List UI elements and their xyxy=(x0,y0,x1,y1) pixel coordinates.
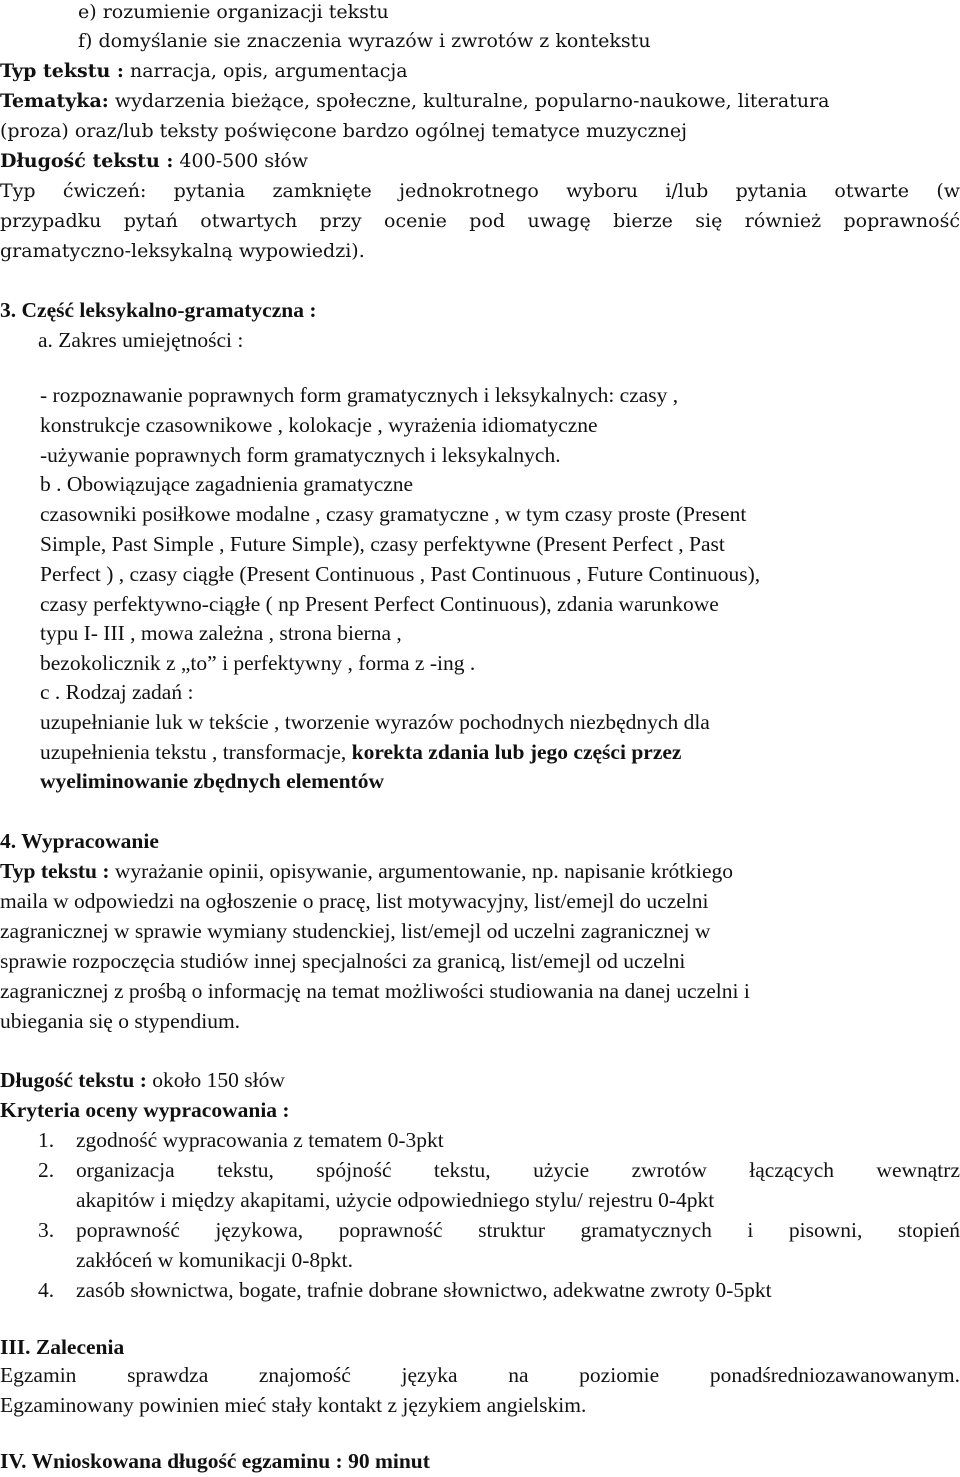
wyp-typ-line-2: maila w odpowiedzi na ogłoszenie o pracę, list motywacyjny, list/emejl do uczelni xyxy=(0,889,709,913)
rodzaj-zadan-line-2 xyxy=(40,737,681,767)
typ-tekstu-line xyxy=(0,56,408,86)
zagadnienia-line-2: Simple, Past Simple , Future Simple), czasy perfektywne (Present Perfect , Past xyxy=(40,532,725,556)
wyp-dlugosc-label: Długość tekstu : xyxy=(0,1068,147,1092)
zalecenia-heading: III. Zalecenia xyxy=(0,1335,125,1359)
zagadnienia-line-6: bezokolicznik z „to” i perfektywny , forma z -ing . xyxy=(40,651,476,675)
rodzaj-zadan-line-1: uzupełnianie luk w tekście , tworzenie wyrazów pochodnych niezbędnych dla xyxy=(40,710,710,734)
rodzaj-zadan-line-2-normal: uzupełnienia tekstu , transformacje, xyxy=(40,740,352,764)
wyp-typ-line-5: zagranicznej z prośbą o informację na temat możliwości studiowania na danej uczelni i xyxy=(0,979,750,1003)
tematyka-line-2: (proza) oraz/lub teksty poświęcone bardzo ogólnej tematyce muzycznej xyxy=(0,120,688,142)
typ-tekstu-label: Typ tekstu : xyxy=(0,60,124,82)
criterion-3-line-1: poprawność językowa, poprawność struktur gramatycznych i pisowni, stopień xyxy=(76,1218,960,1242)
zagadnienia-line-3: Perfect ) , czasy ciągłe (Present Continuous , Past Continuous , Future Continuous), xyxy=(40,562,761,586)
zagadnienia-line-4: czasy perfektywno-ciągłe ( np Present Perfect Continuous), zdania warunkowe xyxy=(40,592,719,616)
zagadnienia-heading: b . Obowiązujące zagadnienia gramatyczne xyxy=(40,472,414,496)
zakres-line-1: - rozpoznawanie poprawnych form gramatycznych i leksykalnych: czasy , xyxy=(40,383,679,407)
tematyka-value: wydarzenia bieżące, społeczne, kulturalne, popularno-naukowe, literatura xyxy=(108,90,830,112)
wyp-typ-label: Typ tekstu : xyxy=(0,859,110,883)
wyp-typ-value: wyrażanie opinii, opisywanie, argumentowanie, np. napisanie krótkiego xyxy=(109,859,734,883)
criterion-3-number: 3. xyxy=(38,1218,55,1242)
zakres-line-2: konstrukcje czasownikowe , kolokacje , wyrażenia idiomatyczne xyxy=(40,413,598,437)
zalecenia-line-1: Egzamin sprawdza znajomość języka na poziomie ponadśredniozawanowanym. xyxy=(0,1363,960,1387)
criterion-1-line-1: zgodność wypracowania z tematem 0-3pkt xyxy=(76,1128,444,1152)
wyp-typ-line-4: sprawie rozpoczęcia studiów innej specjalności za granicą, list/emejl od uczelni xyxy=(0,949,686,973)
dlugosc-label: Długość tekstu : xyxy=(0,150,174,172)
wyp-dlugosc-value: około 150 słów xyxy=(146,1068,285,1092)
typ-tekstu-value: narracja, opis, argumentacja xyxy=(123,60,408,82)
dlugosc-egzaminu-heading: IV. Wnioskowana długość egzaminu : 90 minut xyxy=(0,1449,430,1473)
zakres-line-3: -używanie poprawnych form gramatycznych i leksykalnych. xyxy=(40,443,561,467)
cwiczenia-line-2: przypadku pytań otwartych przy ocenie pod uwagę bierze się również poprawność xyxy=(0,210,960,232)
dlugosc-value: 400-500 słów xyxy=(173,150,309,172)
criterion-2-line-1: organizacja tekstu, spójność tekstu, użycie zwrotów łączących wewnątrz xyxy=(76,1158,960,1182)
tematyka-line-1 xyxy=(0,86,829,116)
zalecenia-line-2: Egzaminowany powinien mieć stały kontakt z językiem angielskim. xyxy=(0,1393,587,1417)
dlugosc-line xyxy=(0,146,308,176)
cwiczenia-line-1: Typ ćwiczeń: pytania zamknięte jednokrotnego wyboru i/lub pytania otwarte (w xyxy=(0,180,960,202)
zakres-heading: a. Zakres umiejętności : xyxy=(38,328,244,352)
rodzaj-zadan-line-2-bold: korekta zdania lub jego części przez xyxy=(351,740,682,764)
wyp-typ-line-1 xyxy=(0,856,733,886)
kryteria-heading: Kryteria oceny wypracowania : xyxy=(0,1098,290,1122)
wyp-dlugosc-line xyxy=(0,1065,285,1095)
criterion-2-number: 2. xyxy=(38,1158,55,1182)
tematyka-label: Tematyka: xyxy=(0,90,109,112)
section-3-heading: 3. Część leksykalno-gramatyczna : xyxy=(0,298,317,322)
criterion-2-line-2: akapitów i między akapitami, użycie odpowiedniego stylu/ rejestru 0-4pkt xyxy=(76,1188,715,1212)
zagadnienia-line-5: typu I- III , mowa zależna , strona bierna , xyxy=(40,621,402,645)
skill-e: e) rozumienie organizacji tekstu xyxy=(78,1,389,23)
wyp-typ-line-6: ubiegania się o stypendium. xyxy=(0,1009,241,1033)
zagadnienia-line-1: czasowniki posiłkowe modalne , czasy gramatyczne , w tym czasy proste (Present xyxy=(40,502,747,526)
criterion-1-number: 1. xyxy=(38,1128,55,1152)
criterion-3-line-2: zakłóceń w komunikacji 0-8pkt. xyxy=(76,1248,354,1272)
criterion-4-number: 4. xyxy=(38,1278,55,1302)
wyp-typ-line-3: zagranicznej w sprawie wymiany studenckiej, list/emejl od uczelni zagranicznej w xyxy=(0,919,711,943)
rodzaj-zadan-line-3: wyeliminowanie zbędnych elementów xyxy=(40,769,384,793)
rodzaj-zadan-heading: c . Rodzaj zadań : xyxy=(40,680,194,704)
section-4-heading: 4. Wypracowanie xyxy=(0,829,159,853)
criterion-4-line-1: zasób słownictwa, bogate, trafnie dobrane słownictwo, adekwatne zwroty 0-5pkt xyxy=(76,1278,772,1302)
skill-f: f) domyślanie sie znaczenia wyrazów i zwrotów z kontekstu xyxy=(78,30,651,52)
cwiczenia-line-3: gramatyczno-leksykalną wypowiedzi). xyxy=(0,240,365,262)
